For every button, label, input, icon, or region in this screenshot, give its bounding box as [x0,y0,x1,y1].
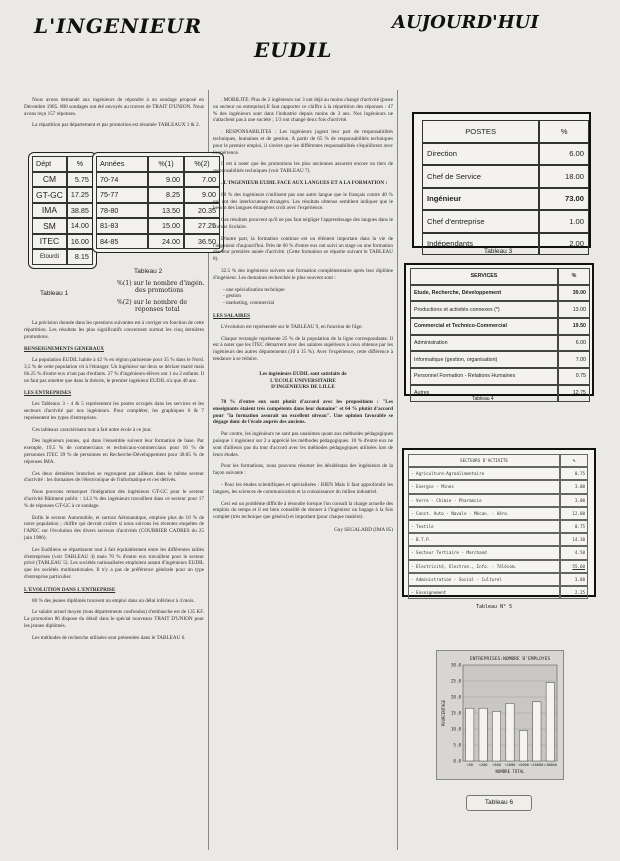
paragraph: Les Tableaux 3 - 4 & 5 représentent les postes occupés dans les services et les secteurs d'activité par nos ingénieurs. Pour compléter, les graphiques 6 & 7 représentent les types d'entreprises. [24,401,204,421]
table-cell: Administration [410,335,558,352]
table-cell: 6.00 [539,143,589,166]
paragraph: - Pour les études scientifiques et spécialisées : BIEN Mais il faut approfondir les langues, les sciences de communication et la connaissance du milieu industriel. [213,482,393,495]
tableau-2-header-2: %(2) [184,156,220,172]
table-cell: 1.00 [539,210,589,233]
x-tick-label: <200 [478,763,488,767]
table-cell: 73.00 [539,188,589,211]
tableau-2 [92,152,224,253]
y-tick-label: 5.0 [453,742,461,748]
paragraph: Les méthodes de recherche utilisées sont présentées dans le TABLEAU 6. [32,634,186,641]
table-cell: 12.00 [560,507,588,520]
x-tick-label: >10000 [543,763,557,767]
tableau-5-header-secteurs: SECTEURS D'ACTIVITE [408,454,560,467]
x-tick-label: <5000 [518,763,529,767]
table-cell: 0.75 [558,368,590,385]
x-tick-label: <500 [492,763,501,767]
table-cell: 12.75 [558,385,590,402]
chart-title: ENTREPRISES:NOMBRE D'EMPLOYES [469,657,551,662]
tableau-5-header-pct: % [560,454,588,467]
table-cell: - Electricité, Electron., Info. - Télécom. [408,560,560,573]
y-axis-label: POURCENTAGE [441,699,446,727]
table-cell: 78-80 [96,203,148,219]
y-tick-label: 15.0 [450,710,461,716]
table-cell: IMA [32,203,67,219]
paragraph-mobilite: . MOBILITE: Plus de 2 ingénieurs sur 3 ont déjà au moins changé d'activité (poste ou secteur ou entreprise).Il faut rapporter ce chiffre à la répartition des réponses : 47 % des ingénieurs sont dans l'industrie depuis moins de 3 ans. Nos ingénieurs ne s'attachent pas à une société ; 1/3 ont changé deux fois d'activité. [213,97,393,124]
paragraph: Les Eudiliens se répartissent tout à fait équitablement entre les différentes tailles d'entreprises (voir TABLEAU 4) mais 70 % d'entre eux travaillent pour le secteur privé (TABLEAU 5). Les sociétés nationalisées emploient autant d'ingénieurs EUDIL que les sociétés multinationales. Il n'y a pas de préférence générale pour un type d'entreprise particulier. [24,546,204,580]
table-cell: 27.25 [184,218,220,234]
table-cell: 9.00 [148,172,184,188]
formation-list [213,287,393,307]
y-tick-label: 0.0 [453,758,461,764]
paragraph: La population EUDIL habite à 42 % en région parisienne pour 35 % dans le Nord. 3,5 % de cette population vit à l'étranger. Un ingénieur sur deux se déclare marié mais 66.25 % d'entre eux n'ont pas d'enfants. 27 % d'ingénieurs-élèves ont 1 ou 2 enfants. Il ne faut pas omettre que dans la théorie, le premier ingénieur EUDIL n'a que 40 ans . [24,357,204,384]
table-cell: 18.00 [539,165,589,188]
table-cell: Commercial et Technico-Commercial [410,318,558,335]
table-cell: - Secteur Tertiaire - Marchand [408,546,560,559]
table-cell: 13.50 [148,203,184,219]
tableau-6-caption: Tableau 6 [466,795,532,811]
table-cell: 14.00 [67,218,93,234]
table-cell: - Administration - Social - Culturel [408,573,560,586]
table-cell: - Textile [408,520,560,533]
table-cell: ITEC [32,234,67,250]
centered-heading-3: D'INGENIEURS DE LILLE [271,384,335,391]
paragraph: Le salaire actuel moyen (tous départements confondus) d'embauche est de 135 KF. La promotion 86 dispose du détail dans le spécial nouveaux TRAIT D'UNION pour les jeunes diplômés. [24,609,204,629]
paragraph-satisfaction: 70 % d'entre eux sont plutôt d'accord avec les propositions : "Les enseignants étaient très compétents dans leur domaine" et 64 % plutôt d'accord pour "la formation assurait un excellent niveau". Une opinion favorable se dégage donc de l'école auprès des anciens. [213,399,393,426]
heading-langues: . L'INGENIEUR EUDIL FACE AUX LANGUES ET A LA FORMATION : [221,179,388,186]
x-tick-label: <10000 [530,763,544,767]
tableau-1-header-pct: % [67,156,93,172]
y-tick-label: 10.0 [450,726,461,732]
x-tick-label: <50 [466,763,473,767]
table-cell: 81-83 [96,218,148,234]
tableau-4-header-pct: % [558,268,590,285]
bar-6 [546,683,554,761]
table-cell: 8.15 [67,249,93,265]
table-cell: 55.60 [560,560,588,573]
table-cell: Etourdi [32,249,67,265]
y-tick-label: 20.0 [450,694,461,700]
table-cell: 2.00 [539,233,589,256]
tableau-4-caption: Tableau 4 [472,396,494,402]
y-tick-label: 25.0 [450,678,461,684]
table-cell: 0.75 [560,520,588,533]
list-item: - marketing, commercial [223,300,275,307]
paragraph: Chaque rectangle représente 25 % de la population de la ligne correspondante. Il est à noter que les ITEC démarrent avec des salaires supérieurs à ceux obtenus par les ingénieurs des autres départements (10 à 15 %). Avec l'expérience, cette différence à tendance à se réduire. [213,335,393,362]
table-cell: 3.00 [560,480,588,493]
tableau-3-header-postes: POSTES [422,120,539,143]
table-cell: - Agriculture-Agroalimentaire [408,467,560,480]
table-cell: Chef de Service [422,165,539,188]
note-1 [117,280,205,294]
table-cell: 6.00 [558,335,590,352]
table-cell: Chef d'entreprise [422,210,539,233]
table-cell: Etude, Recherche, Développement [410,285,558,302]
paragraph: D'autre part, la formation continue est un élément important dans la vie de l'ingénieur d'aujourd'hui. Près de 60 % d'entre eux ont suivi un stage ou une formation dès leur première année d'activité. (Cette formation se répartie suivant le TABLEAU 8). [213,235,393,263]
section-heading-evolution: L'EVOLUTION DANS L'ENTREPRISE [24,586,116,593]
paragraph: 60 % des ingénieurs n'utilisent pas une autre langue que le français contre 40 % qui ont des interlocuteurs étrangers. Les résultats obtenus semblent indiquer que le besoin des langues étrangères croît avec l'expérience. [213,191,393,212]
table-cell: 70-74 [96,172,148,188]
paragraph: Il est à noter que les promotions les plus anciennes assurent encore un tiers de responsabilités techniques (voir TABLEAU 7). [213,161,393,175]
paragraph: Pour les formations, nous pouvons résumer les désidératas des ingénieurs de la façon suivante : [213,463,393,477]
tableau-1 [28,152,97,269]
table-cell: Indépendants [422,233,539,256]
column-divider-2 [397,90,398,850]
table-cell: 38.85 [67,203,93,219]
y-tick-label: 30.0 [450,662,461,668]
table-cell: Direction [422,143,539,166]
table-cell: - Energie - Mines [408,480,560,493]
paragraph: Ces deux dernières branches se regroupent par ailleurs dans le même secteur d'activité : les domaines de l'électronique de l'informatique et ces dérivés. [24,470,204,484]
note-2-line-a: %(2) sur le nombre de [117,299,188,306]
bar-4 [519,731,527,761]
tableau-6-chart-box [436,650,564,780]
note-2-line-b: réponses total [135,306,180,313]
paragraph: Ceci est un problème difficile à résoudre lorsque l'on consult la charge actuelle des emplois du temps et il est bien conseillé de donner à l'ingénieur un bagage à la fois complet (très technique que général) et important (pour chaque matière). [213,500,393,521]
tableau-6-chart [437,651,563,779]
table-cell: Autres [410,385,558,402]
tableau-3-header-pct: % [539,120,589,143]
table-cell: 19.50 [558,318,590,335]
table-cell: GT-GC [32,187,67,203]
section-heading-entreprises: LES ENTREPRISES [24,390,72,397]
tableau-4 [404,263,594,396]
table-cell: 13.00 [558,301,590,318]
table-cell: 5.75 [67,172,93,188]
table-cell: 7.00 [558,351,590,368]
table-cell: - B.T.P. [408,533,560,546]
note-1-line-b: des promotions [135,287,184,294]
tableau-2-caption: Tableau 2 [134,268,163,275]
table-cell: - Verre - Chimie - Pharmacie [408,494,560,507]
table-cell: 9.00 [184,187,220,203]
paragraph: Nous pouvons remarquer l'intégration des ingénieurs GT-GC pour le secteur d'activité Bâtiment public : 14.3 % des ingénieurs travaillent dans ce secteur pour 17 % de réponses GT-GC à ce sondage. [24,489,204,509]
title-right: AUJOURD'HUI [392,12,539,33]
bar-2 [492,711,500,761]
table-cell: 16.00 [67,234,93,250]
paragraph: Par contre, les ingénieurs ne sont pas unanimes quant aux méthodes pédagogiques puisque 1 ingénieur sur 2 a apprécié les méthodes pédagogiques. 10 % d'entre eux ne sont d'ailleurs pas du tout d'accord avec les méthodes pédagogiques utilisées lors de leurs études. [213,431,393,458]
tableau-1-header-dept: Dépt [32,156,67,172]
bar-1 [479,708,487,761]
table-cell: 84-85 [96,234,148,250]
tableau-3-caption: Tableau 3 [484,248,513,255]
paragraph: L'évolution est représentée sur le TABLEAU 9, en fonction de l'âge. [221,323,363,330]
paragraph-responsabilites: . RESPONSABILITES : Les ingénieurs jugent leur part de responsabilités techniques, humaines et de gestion. A partir de 65 % de responsabilités techniques pour le premier emploi, il s'avère que les différentes responsabilités s'équilibrent avec l'expérience. [213,129,393,156]
table-cell: 17.25 [67,187,93,203]
centered-heading-2: L'ECOLE UNIVERSITAIRE [270,377,336,384]
table-cell: 4.50 [560,546,588,559]
x-tick-label: <1000 [504,763,516,767]
tableau-5 [402,448,596,597]
table-cell: 24.00 [148,234,184,250]
table-cell: - Const. Auto - Navale - Mécan. - Aéro. [408,507,560,520]
table-cell: 36.50 [184,234,220,250]
x-axis-label: NOMBRE TOTAL [495,769,525,774]
table-cell: Informatique (gestion, organisation) [410,351,558,368]
tableau-5-caption: Tableau N° 5 [476,604,513,610]
list-item: - gestion [223,293,242,300]
table-cell: 3.00 [560,494,588,507]
column-1-intro [24,97,204,134]
note-1-line-a: %(1) sur le nombre d'ingén. [117,280,205,287]
signature: Guy SEGALARD (IMA 85) [334,527,393,534]
tableau-1-caption: Tableau 1 [40,290,69,297]
table-cell: 0.75 [560,467,588,480]
section-heading-generaux: RENSEIGNEMENTS GENERAUX [24,346,104,353]
table-cell: 75-77 [96,187,148,203]
intro-paragraph-2: La répartition par département et par promotion est résumée TABLEAUX 1 & 2. [32,122,200,129]
paragraph: Ces tableaux caractérisent tout à fait notre école à ce jour. [32,426,152,433]
paragraph: Enfin le secteur Automobile, et surtout Aéronautique, emploie plus de 10 % de notre population ; chiffre qui devrait croître si nous suivons les récentes enquêtes de l'APEC sur l'évolution des divers secteurs d'activités (COURRIER CADRES du 25 juin 1986). [24,514,204,541]
note-2 [117,299,187,313]
bar-3 [506,703,514,761]
table-cell: - Enseignement [408,586,560,599]
section-heading-salaires: LES SALAIRES [213,312,251,319]
tableau-3 [412,112,591,248]
tableau-4-header-services: SERVICES [410,268,558,285]
tableau-2-header-1: %(1) [148,156,184,172]
intro-paragraph: Nous avons demandé aux ingénieurs de répondre à un sondage proposé en Décembre 1985. 800 sondages ont été envoyés au travers de TRAIT D'UNION. Nous avons reçu 157 réponses. [24,97,204,117]
column-1-body [24,320,204,646]
table-cell: SM [32,218,67,234]
table-cell: 14.30 [560,533,588,546]
bar-5 [533,702,541,761]
paragraph: 32.5 % des ingénieurs suivent une formation complémentaire après leur diplôme d'ingénieur. Les domaines recherchés le plus souvent sont : [213,267,393,281]
table-cell: Personnel Formation - Relations Humaines [410,368,558,385]
bar-0 [466,708,474,761]
table-cell: CM [32,172,67,188]
table-cell: 3.80 [560,573,588,586]
table-cell: 7.00 [184,172,220,188]
table-cell: Productions et activités connexes (*) [410,301,558,318]
table-cell: 39.00 [558,285,590,302]
table-cell: 20.35 [184,203,220,219]
title-left: L'INGENIEUR [34,14,203,38]
paragraph: 80 % des jeunes diplômés trouvent un emploi dans un délai inférieur à 4 mois. [32,597,195,604]
column-2 [213,97,393,539]
title-center: EUDIL [254,38,333,62]
table-cell: 15.00 [148,218,184,234]
table-cell: 2.25 [560,586,588,599]
table-cell: 8.25 [148,187,184,203]
centered-heading-1: Les ingénieurs EUDIL sont satisfaits de [259,370,347,377]
paragraph: La précision donnée dans les questions suivantes est à corriger en fonction de cette répartition. Les résultats les plus significatifs concernent surtout les cinq dernières promotions. [24,320,204,340]
list-item: - une spécialisation technique [223,286,285,293]
paragraph: Des ingénieurs jeunes, qui dans l'ensemble suivent leur formation de base. Par exemple, 19,5 % de commerciaux et technicaux-commerciaux pour 16 % de personnes ITEC 39 % de personnes en Recherche-Développement pour 38.85 % de réponses IMA. [24,438,204,465]
table-cell: Ingénieur [422,188,539,211]
paragraph: Ces résultats prouvent qu'il ne pas faut négliger l'apprentissage des langues dans le Cursus Scolaire. [213,217,393,230]
tableau-2-header-annees: Années [96,156,148,172]
